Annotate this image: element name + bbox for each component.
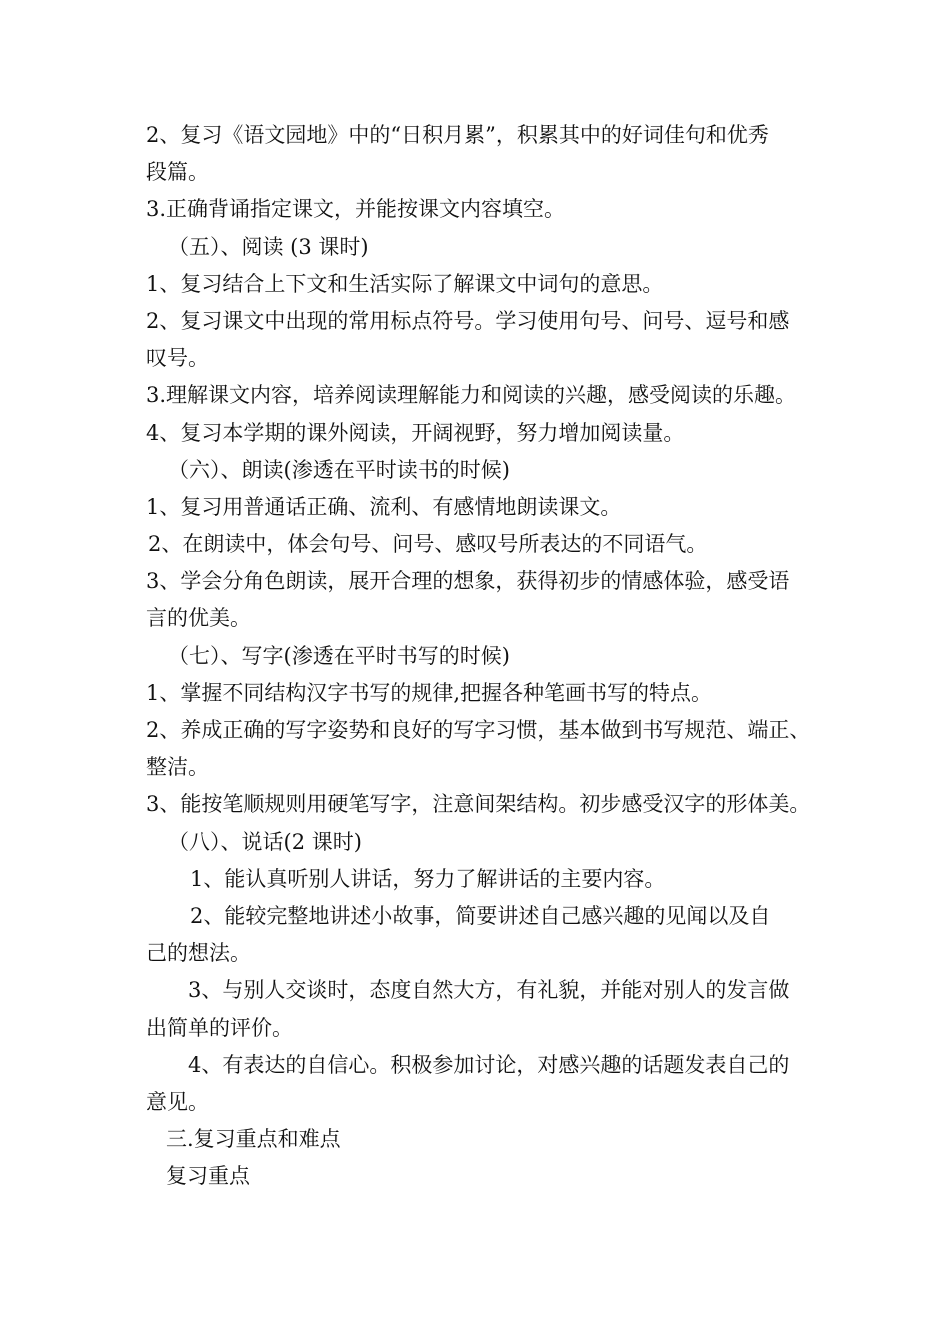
section-heading: （五）、阅读 (3 课时) xyxy=(168,234,369,259)
paragraph-line: 3、学会分角色朗读，展开合理的想象，获得初步的情感体验，感受语 xyxy=(146,569,790,594)
paragraph-line: 2、能较完整地讲述小故事，简要讲述自己感兴趣的见闻以及自 xyxy=(190,903,771,928)
section-heading: （六）、朗读(渗透在平时读书的时候) xyxy=(168,457,510,482)
paragraph-line: 2、在朗读中，体会句号、问号、感叹号所表达的不同语气。 xyxy=(148,532,708,557)
section-heading: 三.复习重点和难点 xyxy=(166,1127,341,1152)
paragraph-line: 意见。 xyxy=(146,1089,209,1114)
paragraph-line: 4、复习本学期的课外阅读，开阔视野，努力增加阅读量。 xyxy=(146,420,685,445)
paragraph-line: 1、复习用普通话正确、流利、有感情地朗读课文。 xyxy=(146,494,622,519)
paragraph-line: 整洁。 xyxy=(146,755,209,780)
paragraph-line: 1、掌握不同结构汉字书写的规律,把握各种笔画书写的特点。 xyxy=(146,680,713,705)
paragraph-line: 言的优美。 xyxy=(146,606,251,631)
paragraph-line: 4、有表达的自信心。积极参加讨论，对感兴趣的话题发表自己的 xyxy=(188,1052,790,1077)
paragraph-line: 3、能按笔顺规则用硬笔写字，注意间架结构。初步感受汉字的形体美。 xyxy=(146,792,811,817)
paragraph-line: 2、养成正确的写字姿势和良好的写字习惯，基本做到书写规范、端正、 xyxy=(146,718,811,742)
subsection-heading: 复习重点 xyxy=(166,1164,250,1189)
document-body xyxy=(146,117,836,1195)
paragraph-line: 2、复习《语文园地》中的“日积月累”，积累其中的好词佳句和优秀 xyxy=(146,123,769,147)
paragraph-line: 己的想法。 xyxy=(146,941,251,966)
section-heading: （七）、写字(渗透在平时书写的时候) xyxy=(168,643,510,668)
paragraph-line: 出简单的评价。 xyxy=(146,1015,293,1040)
paragraph-line: 3.理解课文内容，培养阅读理解能力和阅读的兴趣，感受阅读的乐趣。 xyxy=(146,383,797,408)
paragraph-line: 3、与别人交谈时，态度自然大方，有礼貌，并能对别人的发言做 xyxy=(188,978,790,1003)
paragraph-line: 3.正确背诵指定课文，并能按课文内容填空。 xyxy=(146,197,566,222)
paragraph-line: 段篇。 xyxy=(146,160,209,185)
paragraph-line: 1、能认真听别人讲话，努力了解讲话的主要内容。 xyxy=(190,866,666,891)
section-heading: （八）、说话(2 课时) xyxy=(168,829,362,854)
paragraph-line: 1、复习结合上下文和生活实际了解课文中词句的意思。 xyxy=(146,271,664,296)
paragraph-line: 2、复习课文中出现的常用标点符号。学习使用句号、问号、逗号和感 xyxy=(146,308,790,333)
paragraph-line: 叹号。 xyxy=(146,346,209,371)
